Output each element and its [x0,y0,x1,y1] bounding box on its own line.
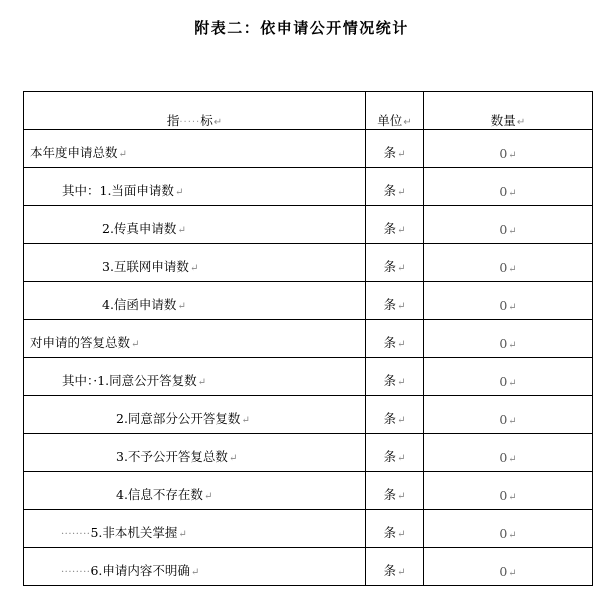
row-unit: 条 [383,297,397,312]
row-label: 2.同意部分公开答复数 [116,411,241,426]
paragraph-mark-icon: ↵ [177,301,186,312]
table-row [24,548,593,586]
row-unit: 条 [383,411,397,426]
paragraph-mark-icon: ↵ [397,453,406,464]
row-quantity: 0 [499,374,508,389]
paragraph-mark-icon: ↵ [397,263,406,274]
paragraph-mark-icon: ↵ [131,339,140,350]
row-label: 2.传真申请数 [102,221,177,236]
paragraph-mark-icon: ↵ [508,568,517,579]
paragraph-mark-icon: ↵ [397,339,406,350]
table-row [24,130,593,168]
row-label: 对申请的答复总数 [30,335,131,350]
paragraph-mark-icon: ↵ [508,492,517,503]
paragraph-mark-icon: ↵ [508,340,517,351]
header-indicator-left: 指 [166,113,180,128]
row-unit: 条 [383,373,397,388]
table-row [24,320,593,358]
paragraph-mark-icon: ↵ [177,225,186,236]
row-label: 其中：1.当面申请数 [62,183,174,198]
row-quantity: 0 [499,184,508,199]
table-row [24,168,593,206]
row-label: 6.申请内容不明确 [90,563,190,578]
row-unit: 条 [383,259,397,274]
row-unit: 条 [383,183,397,198]
leader-dots: ········ [61,567,91,578]
row-label: 本年度申请总数 [30,145,118,160]
row-unit: 条 [383,221,397,236]
paragraph-mark-icon: ↵ [397,491,406,502]
row-unit: 条 [383,449,397,464]
paragraph-mark-icon: ↵ [203,491,213,502]
paragraph-mark-icon: ↵ [197,377,207,388]
row-quantity: 0 [499,564,508,579]
row-unit: 条 [383,145,397,160]
row-quantity: 0 [499,222,508,237]
row-unit: 条 [383,563,397,578]
paragraph-mark-icon: ↵ [397,377,406,388]
table-row [24,358,593,396]
paragraph-mark-icon: ↵ [397,415,406,426]
paragraph-mark-icon: ↵ [516,117,526,128]
paragraph-mark-icon: ↵ [190,567,200,578]
paragraph-mark-icon: ↵ [228,453,238,464]
paragraph-mark-icon: ↵ [178,529,187,540]
header-quantity-label: 数量 [490,113,516,128]
paragraph-mark-icon: ↵ [403,117,412,128]
row-quantity: 0 [499,450,508,465]
row-label: 3.互联网申请数 [102,259,189,274]
row-label: 其中：·1.同意公开答复数 [62,373,197,388]
paragraph-mark-icon: ↵ [508,454,517,465]
paragraph-mark-icon: ↵ [508,226,517,237]
table-row [24,244,593,282]
table-row [24,510,593,548]
page-title: 附表二：依申请公开情况统计 [194,19,409,37]
paragraph-mark-icon: ↵ [508,188,517,199]
row-label: 5.非本机关掌握 [90,525,178,540]
row-quantity: 0 [499,298,508,313]
paragraph-mark-icon: ↵ [508,378,517,389]
paragraph-mark-icon: ↵ [397,567,406,578]
header-dots: ····· [179,117,201,128]
paragraph-mark-icon: ↵ [508,150,517,161]
table-row [24,282,593,320]
row-quantity: 0 [499,336,508,351]
paragraph-mark-icon: ↵ [397,187,406,198]
table-row [24,206,593,244]
row-label: 4.信息不存在数 [116,487,203,502]
paragraph-mark-icon: ↵ [397,301,406,312]
table-row [24,472,593,510]
header-unit [366,92,424,130]
paragraph-mark-icon: ↵ [118,149,127,160]
row-label: 3.不予公开答复总数 [116,449,228,464]
leader-dots: ········ [61,529,91,540]
header-quantity [424,92,593,130]
statistics-table [23,91,593,586]
row-label: 4.信函申请数 [102,297,177,312]
row-unit: 条 [383,487,397,502]
paragraph-mark-icon: ↵ [189,263,199,274]
paragraph-mark-icon: ↵ [508,530,517,541]
paragraph-mark-icon: ↵ [508,416,517,427]
table-row [24,396,593,434]
row-quantity: 0 [499,260,508,275]
row-quantity: 0 [499,526,508,541]
table-header-row [24,92,593,130]
header-indicator-right: 标 [200,113,213,128]
row-quantity: 0 [499,146,508,161]
paragraph-mark-icon: ↵ [508,264,517,275]
paragraph-mark-icon: ↵ [397,225,406,236]
paragraph-mark-icon: ↵ [397,149,406,160]
row-quantity: 0 [499,412,508,427]
header-indicator [24,92,366,130]
paragraph-mark-icon: ↵ [213,117,223,128]
row-unit: 条 [383,335,397,350]
paragraph-mark-icon: ↵ [508,302,517,313]
paragraph-mark-icon: ↵ [397,529,406,540]
row-quantity: 0 [499,488,508,503]
table-row [24,434,593,472]
row-unit: 条 [383,525,397,540]
paragraph-mark-icon: ↵ [174,187,184,198]
header-unit-label: 单位 [377,113,403,128]
paragraph-mark-icon: ↵ [241,415,250,426]
